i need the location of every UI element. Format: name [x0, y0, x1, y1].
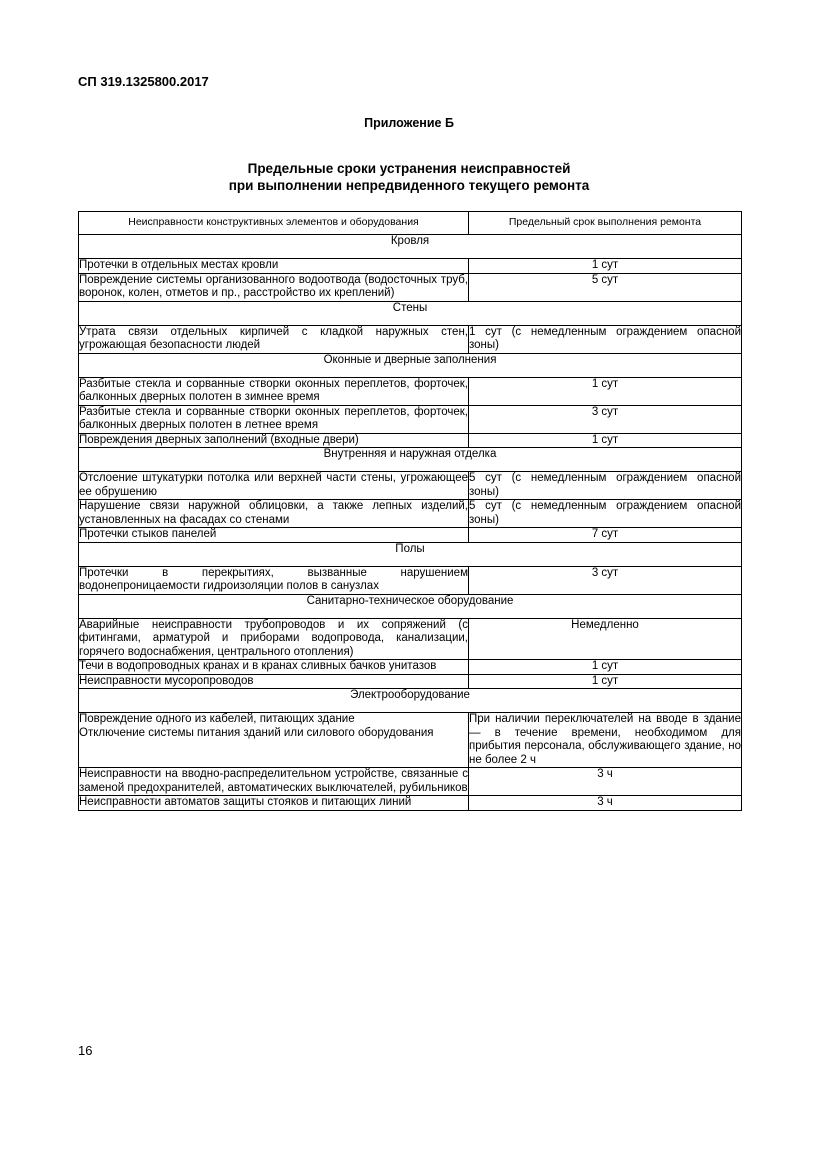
- table-row: [79, 377, 742, 405]
- repair-term: 1 сут: [469, 674, 742, 689]
- repair-term: 5 сут (с немедленным ограждением опасной зоны): [469, 500, 741, 526]
- column-header-term: Предельный срок выполнения ремонта: [469, 212, 742, 235]
- table-row: [79, 674, 742, 689]
- document-code: СП 319.1325800.2017: [78, 74, 209, 89]
- table-row: [79, 273, 742, 301]
- section-row: [79, 542, 742, 566]
- fault-description: Нарушение связи наружной облицовки, а также лепных изделий, установленных на фасадах со стенами: [79, 500, 468, 526]
- section-row: [79, 689, 742, 713]
- section-row: [79, 448, 742, 472]
- repair-term: 3 сут: [469, 405, 742, 433]
- fault-description: Течи в водопроводных кранах и в кранах сливных бачков унитазов: [79, 660, 469, 675]
- repair-term: 1 сут (с немедленным ограждением опасной зоны): [469, 325, 741, 351]
- fault-description: Повреждения дверных заполнений (входные двери): [79, 433, 469, 448]
- table-row: [79, 500, 742, 528]
- section-heading: Кровля: [79, 235, 742, 259]
- repair-term: 3 сут: [469, 566, 742, 594]
- repair-terms-table: [78, 211, 742, 811]
- fault-description: Повреждение одного из кабелей, питающих здание Отключение системы питания зданий или силового оборудования: [79, 713, 469, 768]
- section-row: [79, 594, 742, 618]
- table-body: [79, 235, 742, 811]
- fault-description: Неисправности мусоропроводов: [79, 674, 469, 689]
- fault-description: Протечки стыков панелей: [79, 528, 469, 543]
- section-row: [79, 353, 742, 377]
- fault-description: Протечки в перекрытиях, вызванные нарушением водонепроницаемости гидроизоляции полов в санузлах: [79, 566, 468, 592]
- title-line-1: Предельные сроки устранения неисправностей: [247, 161, 571, 176]
- table-row: [79, 768, 742, 796]
- fault-description: Отслоение штукатурки потолка или верхней части стены, угрожающее ее обрушению: [79, 472, 468, 498]
- section-heading: Санитарно-техническое оборудование: [79, 594, 742, 618]
- section-heading: Стены: [79, 301, 742, 325]
- fault-description: Разбитые стекла и сорванные створки оконных переплетов, форточек, балконных дверных полотен в зимнее время: [79, 377, 468, 403]
- section-row: [79, 301, 742, 325]
- appendix-label: Приложение Б: [364, 116, 454, 130]
- section-heading: Полы: [79, 542, 742, 566]
- table-row: [79, 259, 742, 274]
- fault-description: Разбитые стекла и сорванные створки оконных переплетов, форточек, балконных дверных полотен в летнее время: [79, 405, 468, 431]
- table-row: [79, 325, 742, 353]
- title-line-2: при выполнении непредвиденного текущего ремонта: [228, 178, 590, 193]
- table-row: [79, 713, 742, 768]
- table-row: [79, 566, 742, 594]
- repair-term: 5 сут: [469, 273, 742, 301]
- repair-term: Немедленно: [469, 618, 742, 660]
- section-heading: Электрооборудование: [79, 689, 742, 713]
- table-row: [79, 405, 742, 433]
- repair-term: 1 сут: [469, 433, 742, 448]
- table-row: [79, 472, 742, 500]
- repair-term: 1 сут: [469, 660, 742, 675]
- repair-term: 3 ч: [469, 768, 742, 796]
- fault-description: Утрата связи отдельных кирпичей с кладкой наружных стен, угрожающая безопасности людей: [79, 325, 468, 351]
- fault-description: Повреждение системы организованного водоотвода (водосточных труб, воронок, колен, отметов и пр., расстройство их креплений): [79, 273, 468, 299]
- section-heading: Оконные и дверные заполнения: [79, 353, 742, 377]
- fault-description: Неисправности на вводно-распределительном устройстве, связанные с заменой предохранителей, автоматических выключателей, рубильников: [79, 768, 468, 794]
- table-row: [79, 796, 742, 811]
- repair-term: При наличии переключателей на вводе в здание — в течение времени, необходимом для прибытия персонала, обслуживающего здание, но не более 2 ч: [469, 713, 741, 766]
- table-title: [0, 160, 818, 194]
- fault-description: Аварийные неисправности трубопроводов и их сопряжений (с фитингами, арматурой и приборами водопровода, канализации, горячего водоснабжения, центрального отопления): [79, 618, 468, 658]
- page-number: 16: [78, 1043, 93, 1058]
- repair-term: 3 ч: [469, 796, 742, 811]
- repair-term: 1 сут: [469, 377, 742, 405]
- fault-description: Неисправности автоматов защиты стояков и питающих линий: [79, 796, 469, 811]
- fault-description: Протечки в отдельных местах кровли: [79, 259, 469, 274]
- table-row: [79, 528, 742, 543]
- repair-term: 7 сут: [469, 528, 742, 543]
- section-heading: Внутренняя и наружная отделка: [79, 448, 742, 472]
- table-header-row: [79, 212, 742, 235]
- repair-term: 5 сут (с немедленным ограждением опасной зоны): [469, 472, 741, 498]
- section-row: [79, 235, 742, 259]
- table-row: [79, 660, 742, 675]
- table-row: [79, 433, 742, 448]
- repair-term: 1 сут: [469, 259, 742, 274]
- table-row: [79, 618, 742, 660]
- column-header-faults: Неисправности конструктивных элементов и оборудования: [79, 212, 469, 235]
